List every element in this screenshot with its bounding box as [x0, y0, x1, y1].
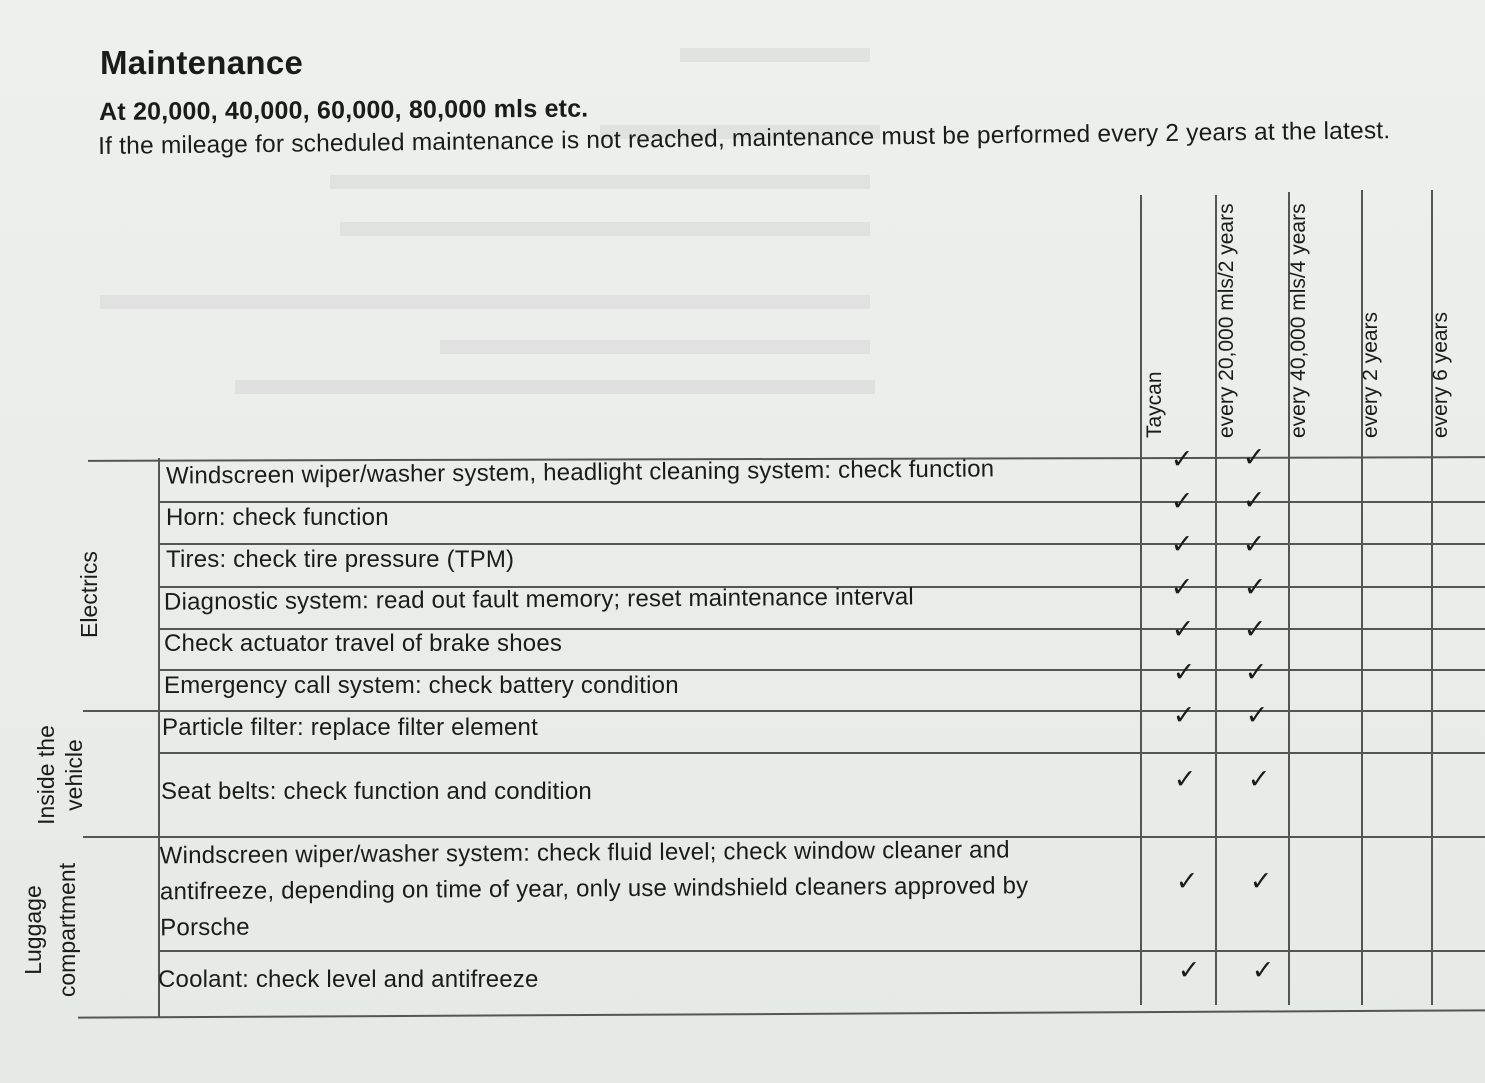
check-mark: ✓	[1170, 529, 1194, 560]
check-mark: ✓	[1171, 614, 1195, 645]
row-item: Horn: check function	[166, 504, 389, 531]
row-item: Particle filter: replace filter element	[162, 714, 538, 741]
page-title: Maintenance	[100, 44, 304, 81]
check-mark: ✓	[1251, 955, 1275, 986]
check-mark: ✓	[1244, 657, 1268, 688]
check-mark: ✓	[1243, 614, 1267, 645]
row-item: Diagnostic system: read out fault memory; reset maintenance interval	[163, 583, 915, 616]
check-mark: ✓	[1247, 764, 1271, 795]
check-mark: ✓	[1173, 764, 1197, 795]
row-item: Emergency call system: check battery condition	[164, 672, 679, 699]
check-mark: ✓	[1170, 572, 1194, 603]
check-mark: ✓	[1172, 700, 1196, 731]
interval-line: At 20,000, 40,000, 60,000, 80,000 mls etc.	[99, 94, 589, 126]
check-mark: ✓	[1245, 700, 1269, 731]
check-mark: ✓	[1170, 486, 1194, 517]
check-mark: ✓	[1172, 657, 1196, 688]
check-mark: ✓	[1177, 955, 1201, 986]
row-item: Seat belts: check function and condition	[161, 778, 592, 805]
check-mark: ✓	[1242, 529, 1266, 560]
check-mark: ✓	[1243, 572, 1267, 603]
row-item: Check actuator travel of brake shoes	[164, 630, 563, 657]
row-item: Windscreen wiper/washer system, headlight cleaning system: check function	[165, 455, 995, 490]
check-mark: ✓	[1170, 444, 1194, 475]
maintenance-table: Taycan every 20,000 mls/2 years every 40,000 mls/4 years every 2 years every 6 years Electrics Inside the vehicle Luggage compartment Windscreen wiper/washer system, headlight cleaning system: check function Horn: check function Tires: check tire pressure (TPM) Diagnostic system: read out fault memory; reset maintenance interval Check actuator travel of brake shoes Emergency call system: check battery condition Particle filter: replace filter element Seat belts: check function and condition Windscreen wiper/washer system: check fluid level; check window cleaner and antifreeze, depending on time of year, only use windshield cleaners approved by Porsche Coolant: check level and antifreeze ✓ ✓ ✓ ✓ ✓ ✓ ✓ ✓ ✓ ✓ ✓ ✓ ✓ ✓ ✓ ✓ ✓ ✓ ✓ ✓	[78, 190, 1485, 1020]
maintenance-note: If the mileage for scheduled maintenance is not reached, maintenance must be performed every 2 years at the latest.	[98, 117, 1391, 160]
row-item: Coolant: check level and antifreeze	[158, 966, 539, 993]
check-mark: ✓	[1242, 442, 1266, 473]
check-mark: ✓	[1249, 866, 1273, 897]
check-mark: ✓	[1242, 485, 1266, 516]
check-mark: ✓	[1175, 866, 1199, 897]
row-item: Windscreen wiper/washer system: check fluid level; check window cleaner and antifreeze, depending on time of year, only use windshield cleaners approved by Porsche	[159, 836, 1029, 942]
row-item: Tires: check tire pressure (TPM)	[166, 546, 515, 573]
